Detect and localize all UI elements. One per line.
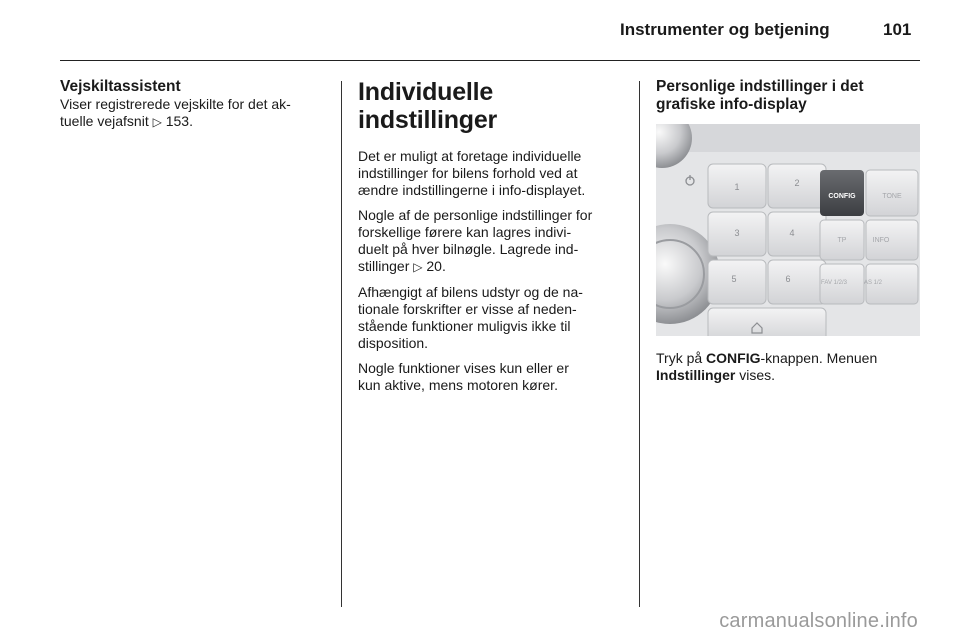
- column-3: [656, 78, 920, 392]
- header-rule: [60, 60, 920, 61]
- section-heading-vejskiltassistent: Vejskiltassistent: [60, 78, 181, 95]
- svg-text:TP: TP: [837, 237, 847, 244]
- control-panel-illustration: [656, 124, 920, 336]
- paragraph-2: [358, 207, 628, 276]
- as-button: [864, 264, 918, 304]
- section-heading-personlige: Personlige indstillinger i det grafiske info-display: [656, 78, 864, 113]
- column-divider-2: [639, 81, 640, 607]
- xref-arrow-icon: ▷: [413, 260, 423, 274]
- paragraph-1: [358, 148, 628, 199]
- text-line: disposition.: [358, 335, 429, 351]
- svg-text:FAV 1/2/3: FAV 1/2/3: [821, 280, 847, 286]
- page-number: 101: [883, 20, 912, 39]
- fav-button: [820, 264, 864, 304]
- svg-text:CONFIG: CONFIG: [828, 193, 856, 200]
- svg-text:6: 6: [785, 274, 791, 284]
- section-heading-individuelle: Individuelle indstillinger: [358, 78, 498, 134]
- text-line: ændre indstillingerne i info-displayet.: [358, 182, 586, 198]
- xref-link[interactable]: 20.: [426, 258, 446, 274]
- tp-button: [820, 220, 864, 260]
- xref-arrow-icon: ▷: [152, 115, 162, 129]
- caption-paragraph: Tryk på CONFIG-knappen. Menuen Indstillinger vises.: [656, 350, 878, 383]
- text-line: Det er muligt at foretage individuelle: [358, 148, 582, 164]
- preset-button-3: [708, 212, 766, 256]
- svg-text:1: 1: [734, 182, 740, 192]
- column-1: [60, 78, 330, 131]
- config-label: CONFIG: [706, 350, 761, 366]
- watermark: carmanualsonline.info: [719, 610, 918, 632]
- text-line: forskellige førere kan lagres indivi-: [358, 224, 572, 240]
- control-panel-photo: [656, 124, 920, 336]
- preset-button-6: [768, 260, 826, 304]
- paragraph-3: [358, 284, 628, 352]
- preset-button-1: [708, 164, 766, 208]
- column-divider-1: [341, 81, 342, 607]
- column-2: [358, 78, 628, 402]
- indstillinger-label: Indstillinger: [656, 367, 736, 383]
- text-line: indstillinger for bilens forhold ved at: [358, 165, 578, 181]
- text-line: Afhængigt af bilens udstyr og de na-: [358, 284, 583, 300]
- text-line: tuelle vejafsnit ▷ 153.: [60, 113, 193, 129]
- text-line: stillinger: [358, 258, 410, 274]
- text-line: Nogle funktioner vises kun eller er: [358, 360, 569, 376]
- svg-text:2: 2: [794, 178, 800, 188]
- svg-text:4: 4: [789, 228, 795, 238]
- text-line: Viser registrerede vejskilte for det ak-: [60, 96, 291, 112]
- svg-text:INFO: INFO: [872, 237, 890, 244]
- header-title: Instrumenter og betjening: [620, 20, 830, 39]
- paragraph-4: [358, 360, 628, 394]
- text-line: tionale forskrifter er visse af neden-: [358, 301, 577, 317]
- home-button: [708, 308, 826, 336]
- svg-text:5: 5: [731, 274, 737, 284]
- body-text: [60, 96, 330, 131]
- info-button: [866, 220, 918, 260]
- svg-text:3: 3: [734, 228, 740, 238]
- text-line: kun aktive, mens motoren kører.: [358, 377, 558, 393]
- text-line: duelt på hver bilnøgle. Lagrede ind-: [358, 241, 579, 257]
- tone-button: [866, 170, 918, 216]
- text-line: Nogle af de personlige indstillinger for: [358, 207, 593, 223]
- svg-text:TONE: TONE: [882, 193, 902, 200]
- svg-text:AS 1/2: AS 1/2: [863, 280, 883, 286]
- config-button: [820, 170, 864, 216]
- text-line: stående funktioner muligvis ikke til: [358, 318, 571, 334]
- preset-button-5: [708, 260, 766, 304]
- preset-button-4: [768, 212, 826, 256]
- xref-link[interactable]: 153.: [165, 113, 193, 129]
- preset-button-2: [768, 164, 826, 208]
